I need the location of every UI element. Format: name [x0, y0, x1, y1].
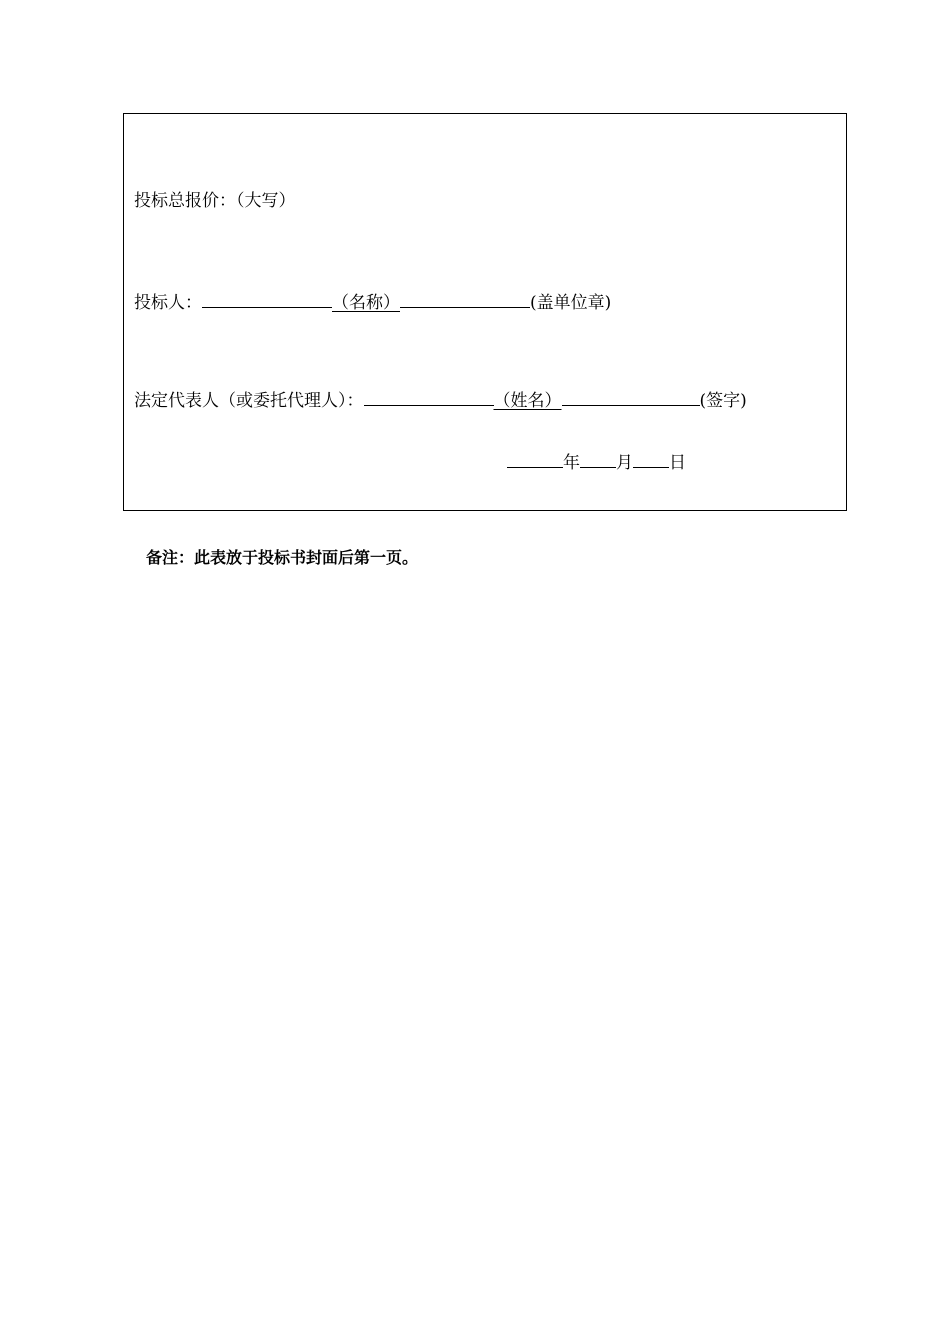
bid-form-box [123, 113, 847, 511]
representative-sign-hint: (签字) [699, 391, 747, 411]
year-blank[interactable] [507, 449, 563, 468]
representative-name-blank-right[interactable] [562, 387, 700, 406]
bidder-name-blank-right[interactable] [400, 289, 530, 308]
bidder-row [134, 289, 611, 314]
date-row [507, 449, 686, 474]
day-label: 日 [669, 453, 686, 473]
year-label: 年 [563, 453, 580, 473]
representative-label: 法定代表人（或委托代理人）： [134, 391, 364, 411]
total-price-row [134, 190, 296, 212]
bidder-label: 投标人： [134, 293, 202, 313]
day-blank[interactable] [633, 449, 669, 468]
representative-name-hint: （姓名） [493, 391, 562, 411]
bidder-seal-hint: (盖单位章) [530, 293, 612, 313]
month-blank[interactable] [580, 449, 616, 468]
bidder-name-blank-left[interactable] [202, 289, 332, 308]
representative-row [134, 387, 747, 412]
total-price-label: 投标总报价：（大写） [134, 191, 296, 211]
remark-note: 备注：此表放于投标书封面后第一页。 [146, 548, 419, 567]
month-label: 月 [616, 453, 633, 473]
bidder-name-hint: （名称） [332, 293, 400, 313]
representative-name-blank-left[interactable] [364, 387, 494, 406]
